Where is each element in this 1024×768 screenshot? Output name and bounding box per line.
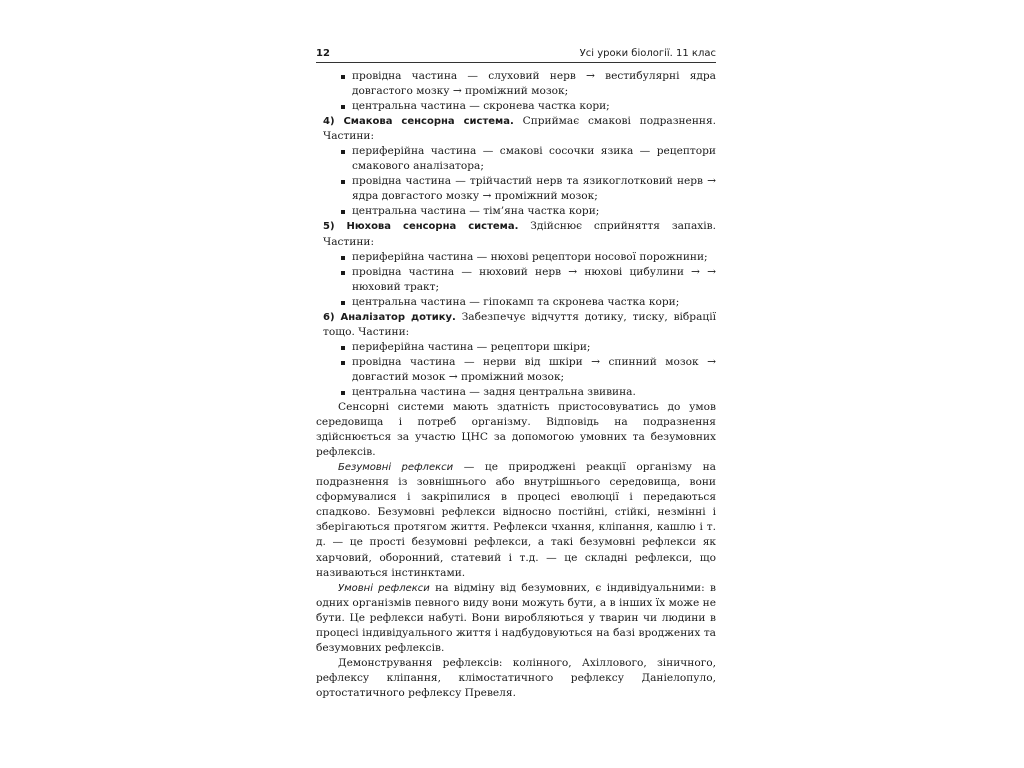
list-item: периферійна частина — смакові сосочки язика — рецептори смакового аналізатора;	[340, 144, 716, 174]
list-item: провідна частина — трійчастий нерв та язикоглотковий нерв → ядра довгастого мозку → проміжний мозок;	[340, 174, 716, 204]
page-body	[316, 69, 716, 701]
list-item: провідна частина — слуховий нерв → вестибулярні ядра довгастого мозку → проміжний мозок;	[340, 69, 716, 99]
section-text: Здійснює сприйняття запахів. Частини:	[323, 220, 716, 248]
running-header	[316, 48, 716, 63]
section-text: Сприймає смакові подразнення. Частини:	[323, 115, 716, 143]
section-heading: 4) Смакова сенсорна система.	[323, 116, 514, 128]
section-smell	[323, 219, 716, 249]
paragraph-text: на відміну від безумовних, є індивідуальними: в одних організмів певного виду вони можуть бути, а в інших їх може не бути. Це рефлекси набуті. Вони виробляються у тварин чи людини в процесі індивідуального життя і надбудовуються на базі вроджених та безумовних рефлексів.	[316, 581, 716, 654]
list-item: провідна частина — нюховий нерв → нюхові цибулини → → нюховий тракт;	[340, 265, 716, 295]
section-heading: 6) Аналізатор дотику.	[323, 311, 456, 323]
list-item: центральна частина — тім’яна частка кори;	[340, 204, 716, 219]
section-taste	[323, 114, 716, 144]
list-item: центральна частина — скронева частка кори;	[340, 99, 716, 114]
term: Умовні рефлекси	[338, 582, 430, 594]
term: Безумовні рефлекси	[338, 462, 454, 474]
list-item: периферійна частина — нюхові рецептори носової порожнини;	[340, 250, 716, 265]
list-item: провідна частина — нерви від шкіри → спинний мозок → довгастий мозок → проміжний мозок;	[340, 355, 716, 385]
list-item: центральна частина — гіпокамп та скронева частка кори;	[340, 295, 716, 310]
list-item: периферійна частина — рецептори шкіри;	[340, 340, 716, 355]
section-heading: 5) Нюхова сенсорна система.	[323, 221, 519, 233]
paragraph: Демонстрування рефлексів: колінного, Ахіллового, зіничного, рефлексу кліпання, клімостатичного рефлексу Даніелопуло, ортостатичного рефлексу Превеля.	[316, 656, 716, 699]
paragraph-text: — це природжені реакції організму на подразнення із зовнішнього або внутрішнього середовища, вони сформувалися і закріпилися в процесі еволюції і передаються спадково. Безумовні рефлекси відносно постійні, стійкі, незмінні і зберігаються протягом життя. Рефлекси чхання, кліпання, кашлю і т. д. — це прості безумовні рефлекси, а такі безумовні рефлекси як харчовий, оборонний, статевий і т.д. — це складні рефлекси, що називаються інстинктами.	[316, 461, 716, 579]
paragraph	[316, 460, 716, 580]
book-page	[316, 48, 716, 701]
list-item: центральна частина — задня центральна звивина.	[340, 385, 716, 400]
paragraph: Сенсорні системи мають здатність пристосовуватись до умов середовища і потреб організму. Відповідь на подразнення здійснюється за участю ЦНС за допомогою умовних та безумовних рефлексів.	[316, 401, 716, 459]
paragraph	[316, 581, 716, 656]
page-number: 12	[316, 48, 330, 59]
running-title: Усі уроки біології. 11 клас	[579, 48, 716, 59]
section-text: Забезпечує відчуття дотику, тиску, вібрації тощо. Частини:	[323, 310, 716, 338]
section-touch	[323, 310, 716, 340]
